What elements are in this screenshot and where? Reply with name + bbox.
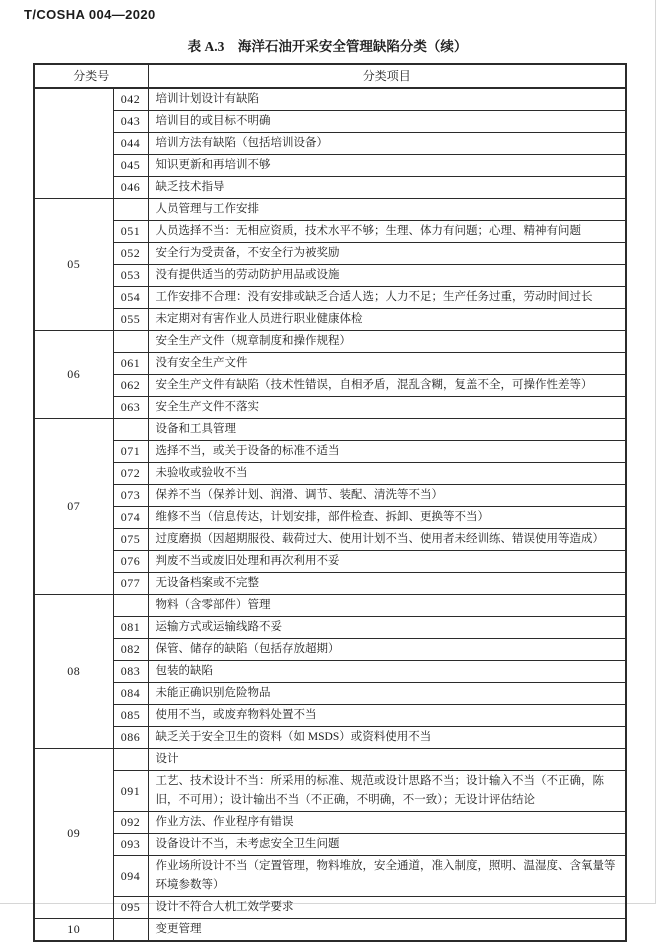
- group-code-cell: 09: [34, 749, 113, 919]
- item-text-cell: 未验收或验收不当: [148, 463, 626, 485]
- table-row: [34, 749, 626, 771]
- item-code-cell: 046: [113, 177, 148, 199]
- table-row: [34, 441, 626, 463]
- item-text-cell: 判废不当或废旧处理和再次利用不妥: [148, 551, 626, 573]
- item-code-cell: 063: [113, 397, 148, 419]
- group-code-cell: 08: [34, 595, 113, 749]
- item-text-cell: 设计: [148, 749, 626, 771]
- table-row: [34, 919, 626, 942]
- item-code-cell: [113, 749, 148, 771]
- item-text-cell: 培训计划设计有缺陷: [148, 88, 626, 111]
- item-text-cell: 工艺、技术设计不当：所采用的标准、规范或设计思路不当；设计输入不当（不正确，陈旧，不可用）；设计输出不当（不正确，不明确，不一致）；无设计评估结论: [148, 771, 626, 812]
- table-row: [34, 375, 626, 397]
- table-row: [34, 639, 626, 661]
- table-row: [34, 897, 626, 919]
- item-text-cell: 无设备档案或不完整: [148, 573, 626, 595]
- table-row: [34, 397, 626, 419]
- item-text-cell: 人员选择不当：无相应资质，技术水平不够；生理、体力有问题；心理、精神有问题: [148, 221, 626, 243]
- table-row: [34, 573, 626, 595]
- table-row: [34, 485, 626, 507]
- item-text-cell: 安全生产文件（规章制度和操作规程）: [148, 331, 626, 353]
- item-code-cell: [113, 331, 148, 353]
- item-code-cell: 073: [113, 485, 148, 507]
- table-row: [34, 771, 626, 812]
- table-row: [34, 834, 626, 856]
- table-row: [34, 265, 626, 287]
- table-row: [34, 727, 626, 749]
- table-row: [34, 287, 626, 309]
- item-text-cell: 作业方法、作业程序有错误: [148, 812, 626, 834]
- group-code-cell: 07: [34, 419, 113, 595]
- item-text-cell: 没有安全生产文件: [148, 353, 626, 375]
- item-code-cell: 094: [113, 856, 148, 897]
- table-row: [34, 463, 626, 485]
- item-code-cell: 053: [113, 265, 148, 287]
- item-code-cell: [113, 419, 148, 441]
- group-code-cell: [34, 88, 113, 199]
- item-code-cell: [113, 199, 148, 221]
- table-row: [34, 507, 626, 529]
- item-code-cell: 051: [113, 221, 148, 243]
- item-text-cell: 保养不当（保养计划、润滑、调节、装配、清洗等不当）: [148, 485, 626, 507]
- item-text-cell: 设备设计不当，未考虑安全卫生问题: [148, 834, 626, 856]
- table-header-row: [34, 64, 626, 88]
- item-text-cell: 未能正确识别危险物品: [148, 683, 626, 705]
- item-code-cell: 083: [113, 661, 148, 683]
- table-row: [34, 595, 626, 617]
- item-code-cell: 086: [113, 727, 148, 749]
- table-row: [34, 133, 626, 155]
- item-code-cell: 076: [113, 551, 148, 573]
- column-header-code: 分类号: [34, 64, 148, 88]
- column-header-item: 分类项目: [148, 64, 626, 88]
- item-text-cell: 维修不当（信息传达，计划安排，部件检查、拆卸、更换等不当）: [148, 507, 626, 529]
- group-code-cell: 10: [34, 919, 113, 942]
- table-row: [34, 177, 626, 199]
- item-code-cell: 044: [113, 133, 148, 155]
- item-code-cell: 055: [113, 309, 148, 331]
- item-text-cell: 安全生产文件不落实: [148, 397, 626, 419]
- item-code-cell: 077: [113, 573, 148, 595]
- table-row: [34, 88, 626, 111]
- item-text-cell: 培训方法有缺陷（包括培训设备）: [148, 133, 626, 155]
- item-code-cell: 082: [113, 639, 148, 661]
- item-code-cell: 043: [113, 111, 148, 133]
- classification-table: [33, 63, 627, 942]
- standard-number: T/COSHA 004—2020: [24, 7, 156, 22]
- item-text-cell: 设计不符合人机工效学要求: [148, 897, 626, 919]
- table-row: [34, 243, 626, 265]
- item-text-cell: 培训目的或目标不明确: [148, 111, 626, 133]
- item-code-cell: 095: [113, 897, 148, 919]
- item-text-cell: 没有提供适当的劳动防护用品或设施: [148, 265, 626, 287]
- item-text-cell: 使用不当，或废弃物料处置不当: [148, 705, 626, 727]
- table-row: [34, 221, 626, 243]
- item-text-cell: 设备和工具管理: [148, 419, 626, 441]
- table-title: 表 A.3 海洋石油开采安全管理缺陷分类（续）: [187, 39, 468, 54]
- table-row: [34, 353, 626, 375]
- item-code-cell: [113, 919, 148, 942]
- item-code-cell: 075: [113, 529, 148, 551]
- item-text-cell: 工作安排不合理：没有安排或缺乏合适人选；人力不足；生产任务过重，劳动时间过长: [148, 287, 626, 309]
- item-text-cell: 选择不当，或关于设备的标准不适当: [148, 441, 626, 463]
- item-code-cell: 091: [113, 771, 148, 812]
- item-text-cell: 缺乏技术指导: [148, 177, 626, 199]
- item-code-cell: 085: [113, 705, 148, 727]
- table-row: [34, 529, 626, 551]
- item-code-cell: 092: [113, 812, 148, 834]
- item-code-cell: 054: [113, 287, 148, 309]
- item-text-cell: 安全行为受责备，不安全行为被奖励: [148, 243, 626, 265]
- table-row: [34, 199, 626, 221]
- item-code-cell: 093: [113, 834, 148, 856]
- item-code-cell: 072: [113, 463, 148, 485]
- item-text-cell: 缺乏关于安全卫生的资料（如 MSDS）或资料使用不当: [148, 727, 626, 749]
- item-text-cell: 未定期对有害作业人员进行职业健康体检: [148, 309, 626, 331]
- item-text-cell: 包装的缺陷: [148, 661, 626, 683]
- group-code-cell: 06: [34, 331, 113, 419]
- table-row: [34, 705, 626, 727]
- table-row: [34, 856, 626, 897]
- table-row: [34, 309, 626, 331]
- item-code-cell: 084: [113, 683, 148, 705]
- item-code-cell: 074: [113, 507, 148, 529]
- table-row: [34, 683, 626, 705]
- table-row: [34, 551, 626, 573]
- item-code-cell: 081: [113, 617, 148, 639]
- item-code-cell: 062: [113, 375, 148, 397]
- item-code-cell: 052: [113, 243, 148, 265]
- item-text-cell: 变更管理: [148, 919, 626, 942]
- item-code-cell: 061: [113, 353, 148, 375]
- item-text-cell: 运输方式或运输线路不妥: [148, 617, 626, 639]
- table-row: [34, 812, 626, 834]
- table-row: [34, 617, 626, 639]
- table-row: [34, 331, 626, 353]
- item-code-cell: 071: [113, 441, 148, 463]
- group-code-cell: 05: [34, 199, 113, 331]
- table-row: [34, 419, 626, 441]
- table-row: [34, 661, 626, 683]
- item-code-cell: 042: [113, 88, 148, 111]
- item-text-cell: 人员管理与工作安排: [148, 199, 626, 221]
- item-code-cell: 045: [113, 155, 148, 177]
- item-code-cell: [113, 595, 148, 617]
- item-text-cell: 知识更新和再培训不够: [148, 155, 626, 177]
- item-text-cell: 物料（含零部件）管理: [148, 595, 626, 617]
- table-row: [34, 111, 626, 133]
- classification-table-body: [34, 88, 626, 941]
- item-text-cell: 作业场所设计不当（定置管理，物料堆放，安全通道，准入制度，照明、温湿度、含氧量等环境参数等）: [148, 856, 626, 897]
- item-text-cell: 过度磨损（因超期服役、载荷过大、使用计划不当、使用者未经训练、错误使用等造成）: [148, 529, 626, 551]
- item-text-cell: 安全生产文件有缺陷（技术性错误，自相矛盾，混乱含糊，复盖不全，可操作性差等）: [148, 375, 626, 397]
- table-row: [34, 155, 626, 177]
- item-text-cell: 保管、储存的缺陷（包括存放超期）: [148, 639, 626, 661]
